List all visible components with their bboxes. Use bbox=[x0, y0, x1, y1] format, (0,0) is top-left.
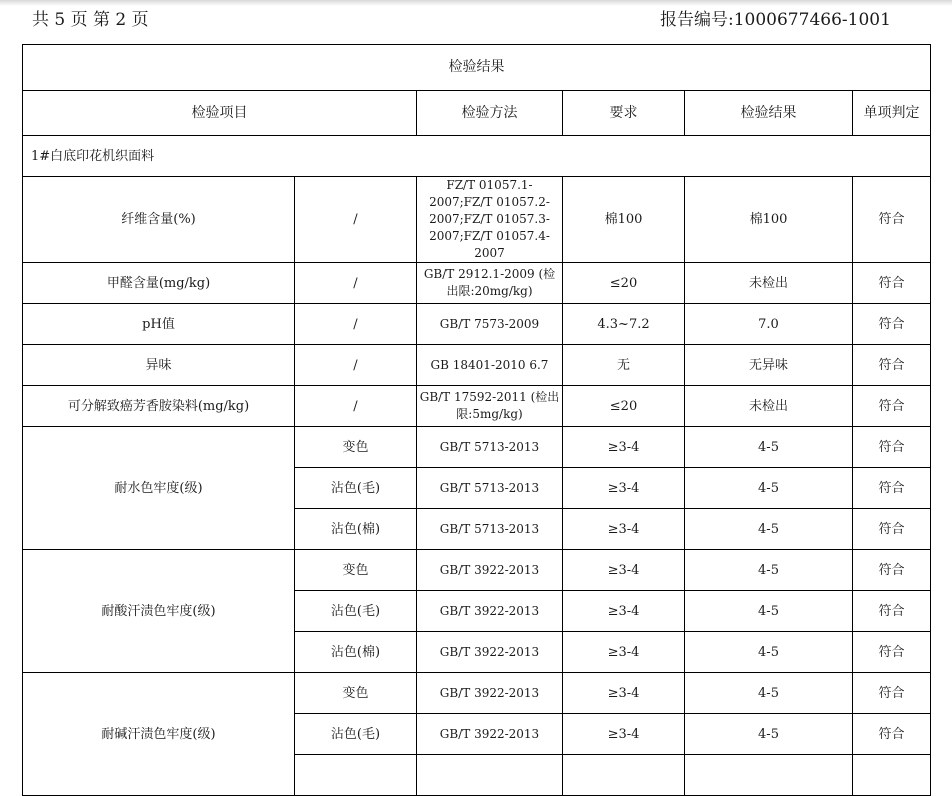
col-header-method: 检验方法 bbox=[417, 91, 563, 136]
test-result: 无异味 bbox=[685, 345, 853, 386]
judgement bbox=[853, 755, 931, 796]
test-subitem: 沾色(棉) bbox=[295, 632, 417, 673]
judgement: 符合 bbox=[853, 714, 931, 755]
test-item: 纤维含量(%) bbox=[23, 177, 295, 263]
test-result: 未检出 bbox=[685, 386, 853, 427]
test-result: 4-5 bbox=[685, 714, 853, 755]
test-method: GB/T 3922-2013 bbox=[417, 632, 563, 673]
test-subitem: 变色 bbox=[295, 427, 417, 468]
judgement: 符合 bbox=[853, 263, 931, 304]
judgement: 符合 bbox=[853, 386, 931, 427]
requirement: ≥3-4 bbox=[563, 427, 685, 468]
judgement: 符合 bbox=[853, 550, 931, 591]
test-subitem: 沾色(毛) bbox=[295, 468, 417, 509]
judgement: 符合 bbox=[853, 304, 931, 345]
judgement: 符合 bbox=[853, 468, 931, 509]
test-result: 4-5 bbox=[685, 427, 853, 468]
requirement bbox=[563, 755, 685, 796]
test-method: GB/T 17592-2011 (检出限:5mg/kg) bbox=[417, 386, 563, 427]
test-item-group: 耐水色牢度(级) bbox=[23, 427, 295, 550]
test-result: 4-5 bbox=[685, 509, 853, 550]
test-result: 4-5 bbox=[685, 591, 853, 632]
test-item: 异味 bbox=[23, 345, 295, 386]
test-subitem: / bbox=[295, 386, 417, 427]
requirement: ≤20 bbox=[563, 386, 685, 427]
test-result: 4-5 bbox=[685, 550, 853, 591]
col-header-requirement: 要求 bbox=[563, 91, 685, 136]
test-item: pH值 bbox=[23, 304, 295, 345]
requirement: 棉100 bbox=[563, 177, 685, 263]
col-header-item: 检验项目 bbox=[23, 91, 417, 136]
test-item: 甲醛含量(mg/kg) bbox=[23, 263, 295, 304]
requirement: ≤20 bbox=[563, 263, 685, 304]
test-subitem: / bbox=[295, 345, 417, 386]
test-result bbox=[685, 755, 853, 796]
judgement: 符合 bbox=[853, 427, 931, 468]
table-row bbox=[23, 427, 931, 468]
judgement: 符合 bbox=[853, 632, 931, 673]
requirement: ≥3-4 bbox=[563, 632, 685, 673]
table-row bbox=[23, 386, 931, 427]
table-row bbox=[23, 177, 931, 263]
sample-section-label: 1#白底印花机织面料 bbox=[23, 136, 931, 177]
test-subitem: / bbox=[295, 177, 417, 263]
table-row bbox=[23, 345, 931, 386]
page-count: 共 5 页 第 2 页 bbox=[32, 10, 149, 30]
test-method: GB/T 3922-2013 bbox=[417, 550, 563, 591]
requirement: ≥3-4 bbox=[563, 509, 685, 550]
requirement: ≥3-4 bbox=[563, 591, 685, 632]
test-method: FZ/T 01057.1-2007;FZ/T 01057.2-2007;FZ/T 01057.3-2007;FZ/T 01057.4-2007 bbox=[417, 177, 563, 263]
requirement: 无 bbox=[563, 345, 685, 386]
test-subitem: / bbox=[295, 304, 417, 345]
test-method: GB/T 5713-2013 bbox=[417, 468, 563, 509]
test-method bbox=[417, 755, 563, 796]
test-result: 4-5 bbox=[685, 632, 853, 673]
test-result: 棉100 bbox=[685, 177, 853, 263]
test-result: 4-5 bbox=[685, 673, 853, 714]
test-subitem: 沾色(棉) bbox=[295, 509, 417, 550]
judgement: 符合 bbox=[853, 509, 931, 550]
test-subitem: 变色 bbox=[295, 673, 417, 714]
judgement: 符合 bbox=[853, 591, 931, 632]
test-subitem: 沾色(毛) bbox=[295, 714, 417, 755]
table-header-row bbox=[23, 91, 931, 136]
col-header-result: 检验结果 bbox=[685, 91, 853, 136]
test-subitem: 沾色(毛) bbox=[295, 591, 417, 632]
table-row bbox=[23, 304, 931, 345]
table-title: 检验结果 bbox=[23, 45, 931, 91]
test-result: 4-5 bbox=[685, 468, 853, 509]
test-item: 可分解致癌芳香胺染料(mg/kg) bbox=[23, 386, 295, 427]
report-number: 报告编号:1000677466-1001 bbox=[660, 10, 891, 30]
test-result: 7.0 bbox=[685, 304, 853, 345]
test-method: GB/T 5713-2013 bbox=[417, 427, 563, 468]
test-subitem bbox=[295, 755, 417, 796]
test-item-group: 耐碱汗渍色牢度(级) bbox=[23, 673, 295, 796]
test-subitem: 变色 bbox=[295, 550, 417, 591]
test-result: 未检出 bbox=[685, 263, 853, 304]
judgement: 符合 bbox=[853, 345, 931, 386]
requirement: ≥3-4 bbox=[563, 468, 685, 509]
test-subitem: / bbox=[295, 263, 417, 304]
test-method: GB/T 3922-2013 bbox=[417, 591, 563, 632]
test-method: GB/T 2912.1-2009 (检出限:20mg/kg) bbox=[417, 263, 563, 304]
judgement: 符合 bbox=[853, 177, 931, 263]
test-method: GB/T 5713-2013 bbox=[417, 509, 563, 550]
test-method: GB 18401-2010 6.7 bbox=[417, 345, 563, 386]
test-method: GB/T 7573-2009 bbox=[417, 304, 563, 345]
test-method: GB/T 3922-2013 bbox=[417, 714, 563, 755]
requirement: ≥3-4 bbox=[563, 714, 685, 755]
results-table bbox=[22, 44, 931, 796]
judgement: 符合 bbox=[853, 673, 931, 714]
test-item-group: 耐酸汗渍色牢度(级) bbox=[23, 550, 295, 673]
table-row bbox=[23, 673, 931, 714]
test-method: GB/T 3922-2013 bbox=[417, 673, 563, 714]
table-row bbox=[23, 263, 931, 304]
col-header-judgement: 单项判定 bbox=[853, 91, 931, 136]
requirement: 4.3~7.2 bbox=[563, 304, 685, 345]
requirement: ≥3-4 bbox=[563, 550, 685, 591]
requirement: ≥3-4 bbox=[563, 673, 685, 714]
table-row bbox=[23, 550, 931, 591]
